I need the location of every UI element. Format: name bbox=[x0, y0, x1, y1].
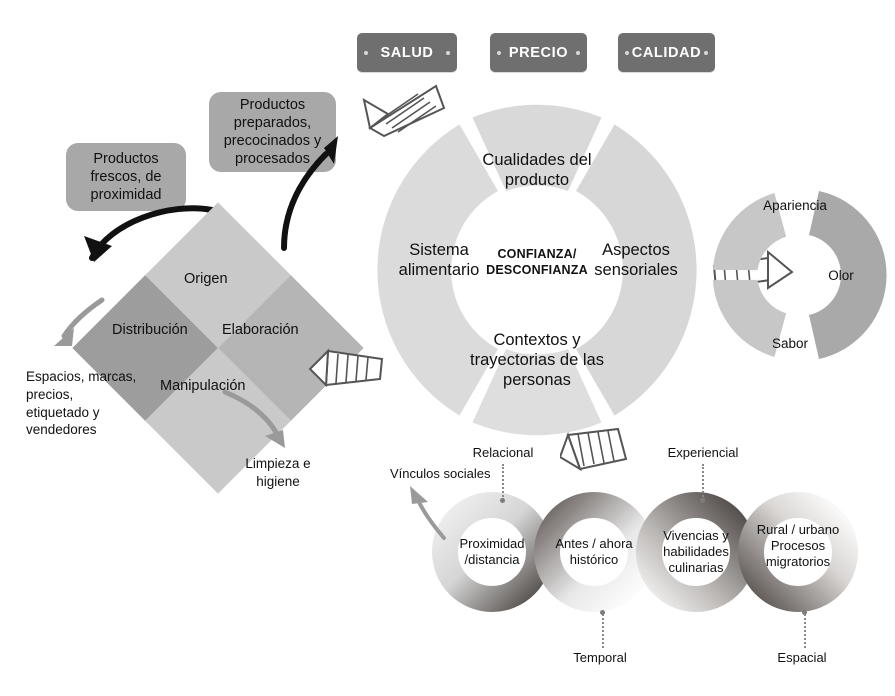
wheel-center-line2: DESCONFIANZA bbox=[486, 262, 588, 277]
petal-label-cualidades: Cualidades del producto bbox=[482, 151, 592, 190]
ring-label-vivencias: Vivencias y habilidades culinarias bbox=[663, 528, 729, 576]
rivet-icon bbox=[364, 51, 368, 55]
leader-espacial bbox=[804, 614, 806, 648]
callout-temporal: Temporal bbox=[573, 650, 627, 665]
arrow-to-limpieza-icon bbox=[215, 386, 305, 466]
wheel-center-label bbox=[472, 247, 602, 278]
rivet-icon bbox=[625, 51, 629, 55]
ring-label-proximidad: Proximidad /distancia bbox=[459, 536, 525, 568]
box-productos-preparados-label: Productos preparados, precocinados y procesados bbox=[223, 96, 322, 168]
leader-experiencial bbox=[702, 464, 704, 500]
sensory-label-sabor: Sabor bbox=[771, 336, 809, 351]
tag-salud[interactable] bbox=[357, 33, 457, 72]
rivet-icon bbox=[446, 51, 450, 55]
tag-calidad-label: CALIDAD bbox=[631, 44, 702, 61]
petal-label-aspectos: Aspectos sensoriales bbox=[594, 241, 678, 280]
tag-salud-label: SALUD bbox=[380, 44, 434, 61]
sensory-label-olor: Olor bbox=[828, 268, 854, 283]
diamond-label-elaboracion: Elaboración bbox=[222, 322, 299, 338]
leader-dot bbox=[802, 610, 807, 615]
arrow-vinculos-icon bbox=[398, 480, 458, 550]
rivet-icon bbox=[704, 51, 708, 55]
tag-precio-label: PRECIO bbox=[508, 44, 569, 61]
callout-relacional: Relacional bbox=[472, 445, 534, 460]
arrow-to-espacios-icon bbox=[40, 290, 120, 360]
ring-label-rural-urbano: Rural / urbano Procesos migratorios bbox=[756, 522, 840, 570]
sketch-arrow-left-icon bbox=[308, 345, 388, 393]
leader-dot bbox=[700, 498, 705, 503]
rivet-icon bbox=[497, 51, 501, 55]
callout-vinculos-sociales: Vínculos sociales bbox=[390, 466, 491, 481]
leader-dot bbox=[600, 610, 605, 615]
petal-label-contextos: Contextos y trayectorias de las personas bbox=[470, 331, 604, 390]
note-limpieza-higiene: Limpieza e higiene bbox=[245, 456, 311, 489]
diamond-label-distribucion: Distribución bbox=[112, 322, 188, 338]
petal-label-sistema: Sistema alimentario bbox=[398, 241, 480, 280]
box-productos-frescos-label: Productos frescos, de proximidad bbox=[90, 150, 162, 204]
wheel-center-line1: CONFIANZA/ bbox=[497, 247, 577, 261]
leader-relacional bbox=[502, 464, 504, 500]
sketch-arrow-bottom-icon bbox=[560, 425, 632, 483]
tag-precio[interactable] bbox=[490, 33, 587, 72]
ring-label-antes-ahora: Antes / ahora histórico bbox=[555, 536, 633, 568]
callout-experiencial: Experiencial bbox=[667, 445, 739, 460]
rivet-icon bbox=[576, 51, 580, 55]
confianza-wheel bbox=[362, 95, 712, 445]
sensory-donut bbox=[712, 180, 887, 370]
diamond-label-origen: Origen bbox=[184, 271, 228, 287]
leader-dot bbox=[500, 498, 505, 503]
tag-calidad[interactable] bbox=[618, 33, 715, 72]
sketch-arrow-top-icon bbox=[358, 80, 453, 140]
diamond-label-manipulacion: Manipulación bbox=[160, 378, 246, 394]
callout-espacial: Espacial bbox=[777, 650, 827, 665]
leader-temporal bbox=[602, 614, 604, 648]
bottom-rings-group bbox=[430, 492, 890, 612]
note-espacios-marcas: Espacios, marcas, precios, etiquetado y vendedores bbox=[26, 369, 137, 438]
sensory-label-apariencia: Apariencia bbox=[763, 198, 827, 213]
